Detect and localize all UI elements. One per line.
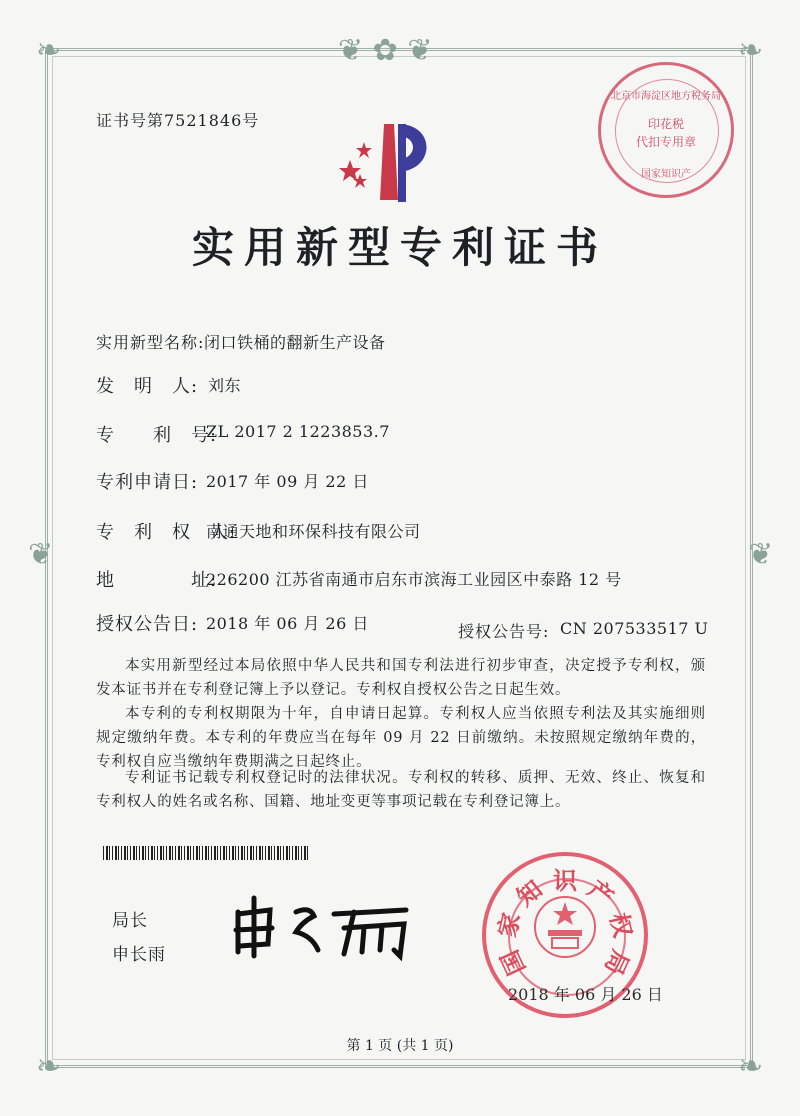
grant-number-value: CN 207533517 U [560,619,709,638]
page-footer: 第 1 页 (共 1 页) [346,1038,454,1054]
address-value: 226200 江苏省南通市启东市滨海工业园区中泰路 12 号 [206,570,622,589]
patent-office-logo-icon [338,112,448,212]
seal-character: 识 [553,866,577,895]
patentee-value: 南通天地和环保科技有限公司 [206,522,421,541]
address-label: 地 址: [96,570,218,591]
seal-character: 国 [494,945,531,981]
name-value: 闭口铁桶的翻新生产设备 [204,333,386,352]
handwritten-signature-icon [226,892,416,962]
top-ornament-icon: ❦ ✿ ❦ [338,33,433,68]
seal-character: 局 [599,945,636,981]
grant-number-label: 授权公告号: [458,622,550,641]
seal-date: 2018 年 06 月 26 日 [508,985,663,1004]
filing-date-value: 2017 年 09 月 22 日 [206,472,369,491]
certificate-title: 实用新型专利证书 [191,223,608,272]
patent-number-label: 专 利 号: [96,425,218,446]
patentee-label: 专 利 权 人: [96,522,237,543]
certificate-number: 证书号第7521846号 [96,111,260,130]
tax-stamp-top-text: 北京市海淀区地方税务局 [611,91,721,102]
filing-date-label: 专利申请日: [96,472,199,493]
inventor-value: 刘东 [208,376,242,395]
seal-character: 知 [510,874,548,912]
tax-stamp-bottom-text: 国家知识产 [641,169,691,180]
body-paragraph: 本专利的专利权期限为十年，自申请日起算。专利权人应当依照专利法及其实施细则规定缴纳年费。本专利的年费应当在每年 09 月 22 日前缴纳。未按照规定缴纳年费的，专利权自应当缴纳年费期满之日起终止。 [96,706,706,770]
seal-character: 产 [582,874,620,912]
barcode [103,846,309,860]
seal-character: 权 [604,910,639,941]
corner-ornament-icon: ❧ [738,33,764,68]
inventor-label: 发 明 人: [96,376,199,397]
director-name: 申长雨 [112,945,166,965]
tax-stamp-line1: 印花税 [647,117,684,131]
body-paragraph: 专利证书记载专利权登记时的法律状况。专利权的转移、质押、无效、终止、恢复和专利权人的姓名或名称、国籍、地址变更等事项记载在专利登记簿上。 [96,770,706,810]
body-paragraph: 本实用新型经过本局依照中华人民共和国专利法进行初步审查，决定授予专利权，颁发本证书并在专利登记簿上予以登记。专利权自授权公告之日起生效。 [96,658,706,698]
tax-stamp [598,62,734,198]
corner-ornament-icon: ❧ [36,1049,62,1084]
corner-ornament-icon: ❧ [738,1049,764,1084]
tax-stamp-line2: 代扣专用章 [635,135,696,149]
seal-character: 家 [491,910,526,941]
grant-date-value: 2018 年 06 月 26 日 [206,614,369,633]
corner-ornament-icon: ❧ [36,33,62,68]
grant-date-label: 授权公告日: [96,614,199,635]
name-label: 实用新型名称: [96,333,205,352]
patent-number-value: ZL 2017 2 1223853.7 [206,422,390,441]
director-title: 局长 [112,911,148,931]
side-ornament-icon: ❦ [748,537,774,572]
side-ornament-icon: ❦ [28,537,54,572]
